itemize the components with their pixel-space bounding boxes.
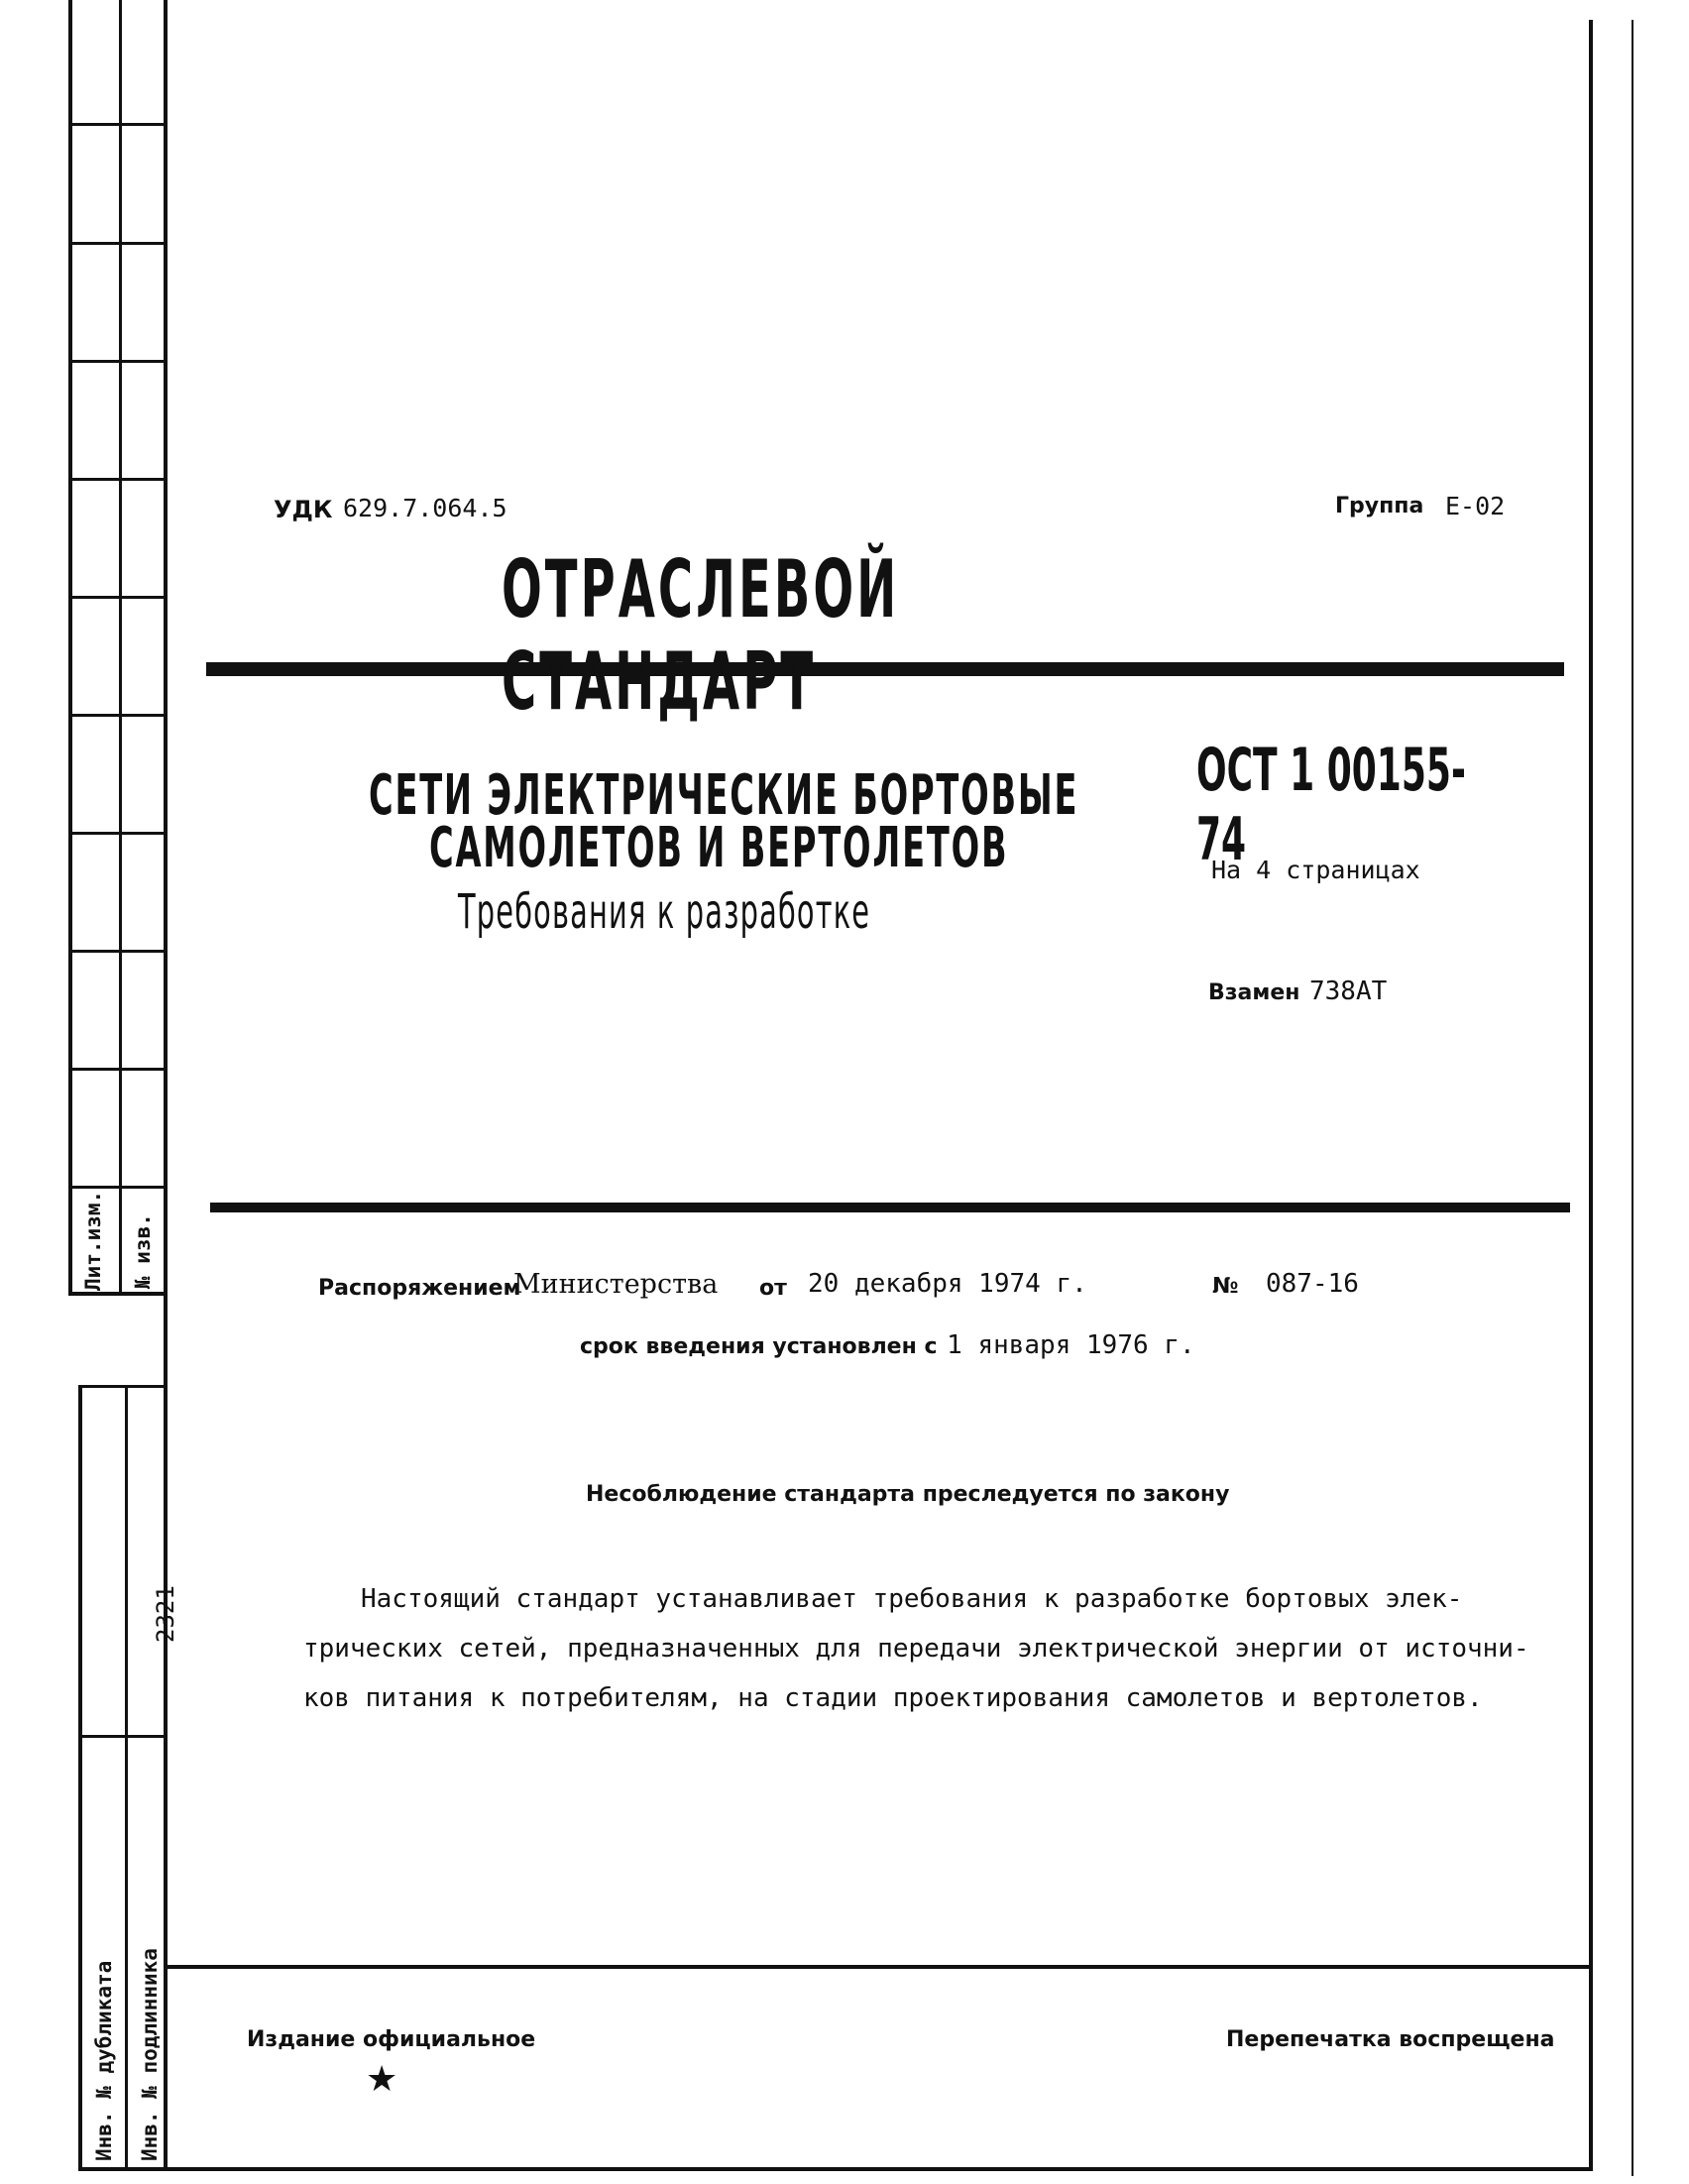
body-line-1: Настоящий стандарт устанавливает требования к разработке бортовых элек- [361,1584,1463,1614]
page-title [502,543,1689,728]
sidebar-grid [68,123,168,126]
sidebar-line-middle [119,0,122,1292]
order-date-label: от [759,1276,787,1301]
frame-right [1589,20,1593,2171]
order-number: 087-16 [1266,1269,1359,1299]
pages-count: На 4 страницах [1211,856,1420,884]
sidebar-inv-podl-value: 2321 [152,1585,179,1643]
sidebar-inv-dubl: Инв. № дубликата [92,1960,116,2161]
standard-code [1196,736,1689,874]
order-label: Распоряжением [318,1276,521,1301]
sidebar-grid [68,950,168,953]
page-title-text: ОТРАСЛЕВОЙ СТАНДАРТ [502,543,900,728]
reprint-label: Перепечатка воспрещена [1226,2027,1555,2052]
sidebar-lower-outer [78,1385,82,2171]
order-date: 20 декабря 1974 г. [808,1269,1087,1299]
order-number-label: № [1212,1274,1239,1299]
frame-right-outer [1632,20,1633,2176]
star-icon: ★ [366,2059,398,2100]
legal-notice: Несоблюдение стандарта преследуется по закону [586,1482,1230,1507]
effective-date [580,1330,1195,1360]
standard-name-line3-text: Требования к разработке [458,884,871,940]
sidebar-grid [68,714,168,717]
sidebar-line-outer [68,0,72,1292]
sidebar-grid [68,478,168,481]
standard-code-text: ОСТ 1 00155-74 [1196,736,1466,874]
effective-label: срок введения установлен с [580,1334,938,1359]
frame-left [164,0,168,2171]
sidebar-grid [68,1068,168,1071]
udk-value: 629.7.064.5 [343,494,507,522]
sidebar-inv-podl: Инв. № подлинника [138,1948,162,2161]
standard-name-line3 [458,884,1146,940]
group-label: Группа [1335,494,1424,518]
sidebar-lower-middle [125,1385,128,2171]
sidebar-grid [68,1292,168,1296]
order-authority: Министерства [513,1269,719,1300]
edition-label: Издание официальное [247,2027,536,2052]
sidebar-grid [78,1385,168,1388]
frame-bottom [78,2167,1593,2171]
sidebar-grid [68,1186,168,1189]
sidebar-grid [68,596,168,599]
body-line-2: трических сетей, предназначенных для передачи электрической энергии от источни- [303,1634,1529,1664]
sidebar-no-izv: № изв. [131,1213,155,1289]
sidebar-grid [68,242,168,245]
section-rule [210,1203,1570,1212]
sidebar-grid [68,832,168,835]
effective-value: 1 января 1976 г. [947,1330,1195,1360]
footer-top-line [164,1965,1593,1969]
standard-name-line2-text: САМОЛЕТОВ И ВЕРТОЛЕТОВ [429,816,1009,880]
udk-label: УДК [274,496,333,523]
replaces-label: Взамен [1208,980,1300,1005]
sidebar-lit-izm: Лит.изм. [81,1190,105,1291]
replaces-value: 738АТ [1309,977,1388,1006]
group-value: Е-02 [1445,492,1506,520]
sidebar-grid [68,360,168,363]
body-line-3: ков питания к потребителям, на стадии проектирования самолетов и вертолетов. [303,1683,1483,1713]
standard-name-line1-text: СЕТИ ЭЛЕКТРИЧЕСКИЕ БОРТОВЫЕ [369,763,1079,828]
sidebar-grid [78,1735,168,1738]
